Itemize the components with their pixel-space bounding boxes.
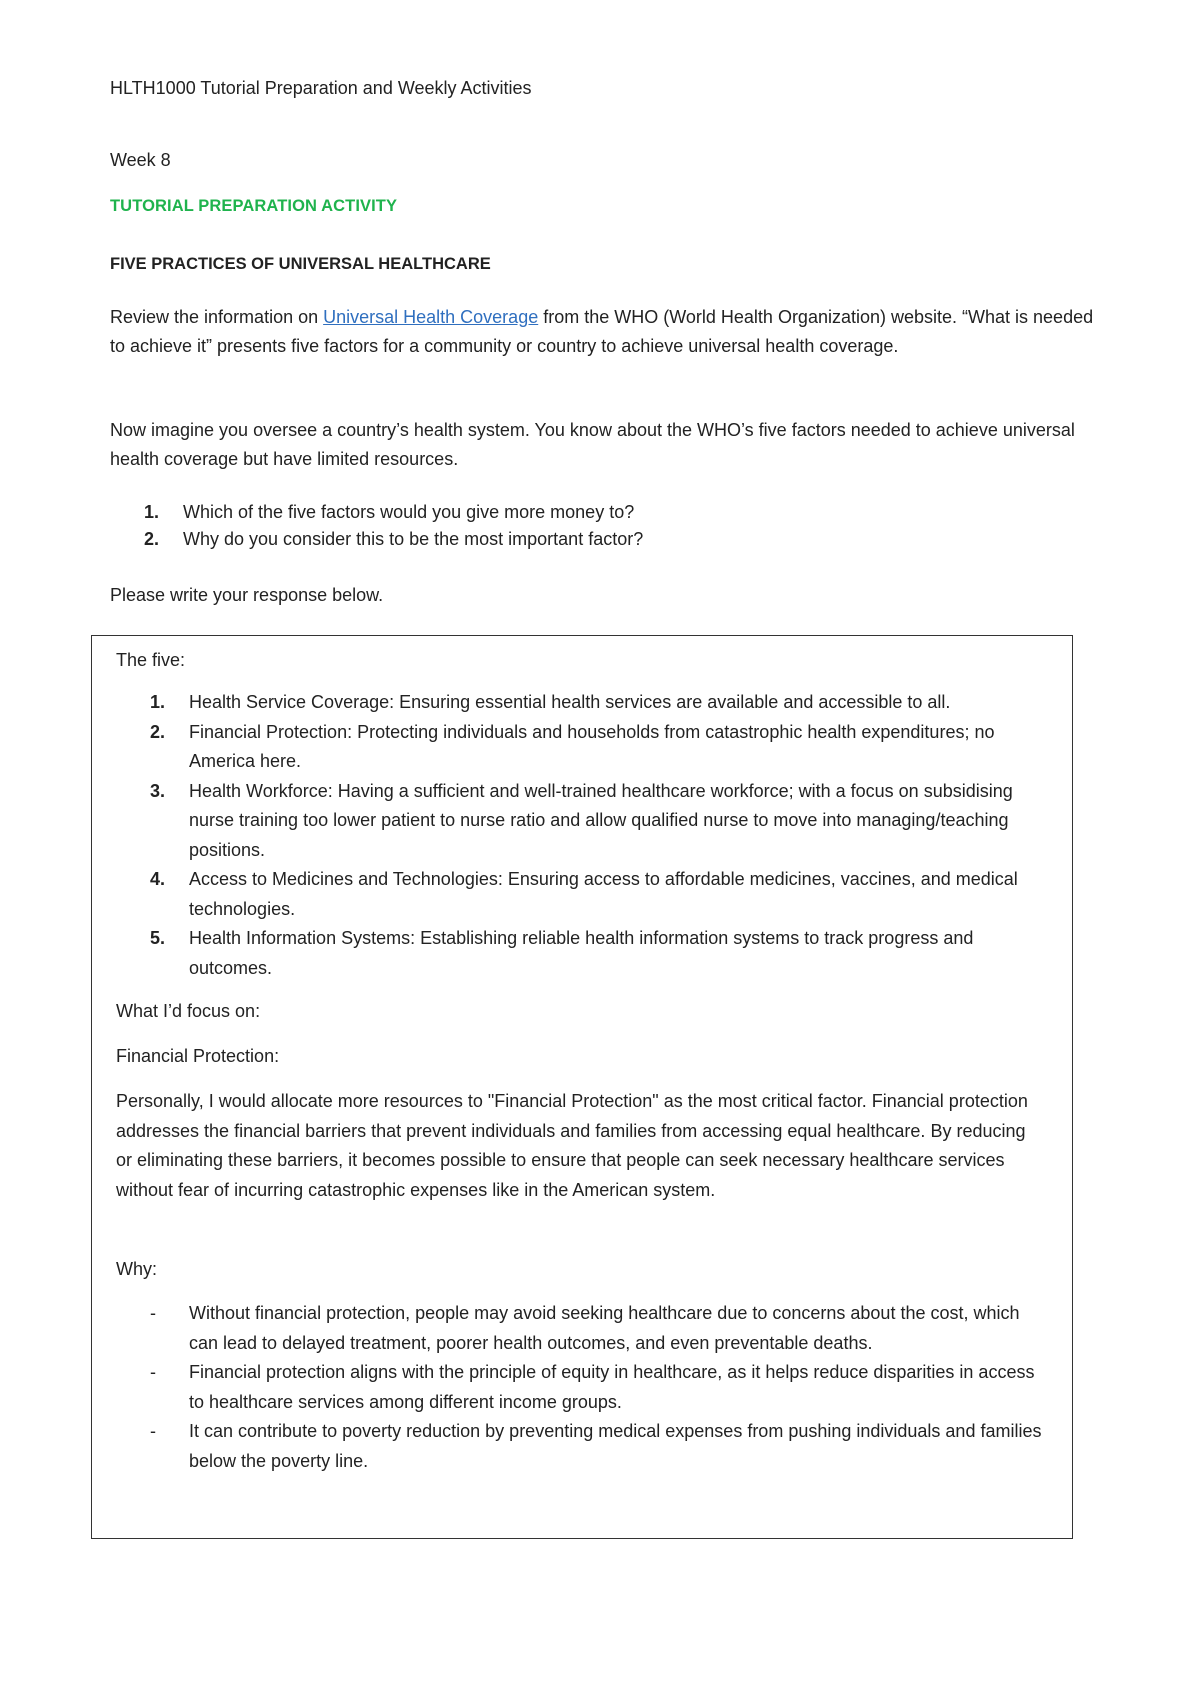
review-text-before: Review the information on — [110, 307, 324, 327]
list-number: 2. — [144, 529, 160, 549]
response-instruction: Please write your response below. — [110, 585, 384, 605]
factor-text: Health Information Systems: Establishing reliable health information systems to track progress and outcomes. — [189, 928, 974, 978]
question-text: Why do you consider this to be the most important factor? — [183, 529, 644, 549]
personal-paragraph: Personally, I would allocate more resources to "Financial Protection" as the most critical factor. Financial protection addresses the financial barriers that prevent individuals and families from accessing equal healthcare. By reducing or eliminating these barriers, it becomes possible to ensure that people can seek necessary healthcare services without fear of incurring catastrophic expenses like in the American system. — [116, 1091, 1028, 1200]
why-label: Why: — [116, 1259, 158, 1279]
factor-text: Access to Medicines and Technologies: Ensuring access to affordable medicines, vaccines, and medical technologies. — [189, 869, 1018, 919]
list-item — [116, 1299, 1046, 1358]
reason-text: Without financial protection, people may avoid seeking healthcare due to concerns about the cost, which can lead to delayed treatment, poorer health outcomes, and even preventable deaths. — [189, 1303, 1020, 1353]
question-list — [110, 499, 643, 553]
dash-bullet: - — [150, 1303, 156, 1323]
focus-label: What I’d focus on: — [116, 1001, 261, 1021]
list-item — [116, 1358, 1046, 1417]
list-item — [110, 499, 643, 526]
list-number: 5. — [150, 928, 166, 948]
review-paragraph — [110, 303, 1100, 360]
review-text-after: from the WHO (World Health Organization) website. “What is needed to achieve it” presents five factors for a community or country to achieve universal health coverage. — [110, 307, 1094, 356]
factor-text: Financial Protection: Protecting individuals and households from catastrophic health expenditures; no America here. — [189, 721, 995, 771]
list-item — [110, 526, 643, 553]
question-text: Which of the five factors would you give more money to? — [183, 502, 635, 522]
imagine-paragraph: Now imagine you oversee a country’s health system. You know about the WHO’s five factors needed to achieve universal health coverage but have limited resources. — [110, 420, 1075, 469]
factor-text: Health Service Coverage: Ensuring essential health services are available and accessible to all. — [189, 692, 951, 712]
response-box — [91, 635, 1073, 1539]
list-number: 3. — [150, 780, 166, 801]
reason-text: Financial protection aligns with the principle of equity in healthcare, as it helps reduce disparities in access to healthcare services among different income groups. — [189, 1362, 1035, 1412]
list-item — [116, 924, 1046, 983]
list-item — [116, 865, 1046, 924]
page-header: HLTH1000 Tutorial Preparation and Weekly Activities — [110, 78, 532, 98]
list-number: 2. — [150, 721, 166, 742]
list-item — [116, 688, 1046, 718]
five-label: The five: — [116, 650, 186, 670]
universal-health-coverage-link[interactable]: Universal Health Coverage — [323, 307, 539, 327]
week-label: Week 8 — [110, 150, 171, 170]
list-item — [116, 1417, 1046, 1476]
section-title: FIVE PRACTICES OF UNIVERSAL HEALTHCARE — [110, 255, 491, 273]
reason-list — [116, 1299, 1046, 1476]
factor-list — [116, 688, 1046, 983]
list-item — [116, 718, 1046, 777]
list-number: 1. — [150, 692, 166, 712]
dash-bullet: - — [150, 1362, 156, 1382]
activity-title: TUTORIAL PREPARATION ACTIVITY — [110, 197, 398, 215]
list-item — [116, 777, 1046, 866]
list-number: 1. — [144, 502, 160, 522]
dash-bullet: - — [150, 1421, 156, 1441]
factor-text: Health Workforce: Having a sufficient and well-trained healthcare workforce; with a focus on subsidising nurse training too lower patient to nurse ratio and allow qualified nurse to move into managing/teaching positions. — [189, 780, 1013, 860]
reason-text: It can contribute to poverty reduction by preventing medical expenses from pushing individuals and families below the poverty line. — [189, 1421, 1042, 1471]
focus-choice: Financial Protection: — [116, 1046, 280, 1066]
list-number: 4. — [150, 869, 166, 889]
